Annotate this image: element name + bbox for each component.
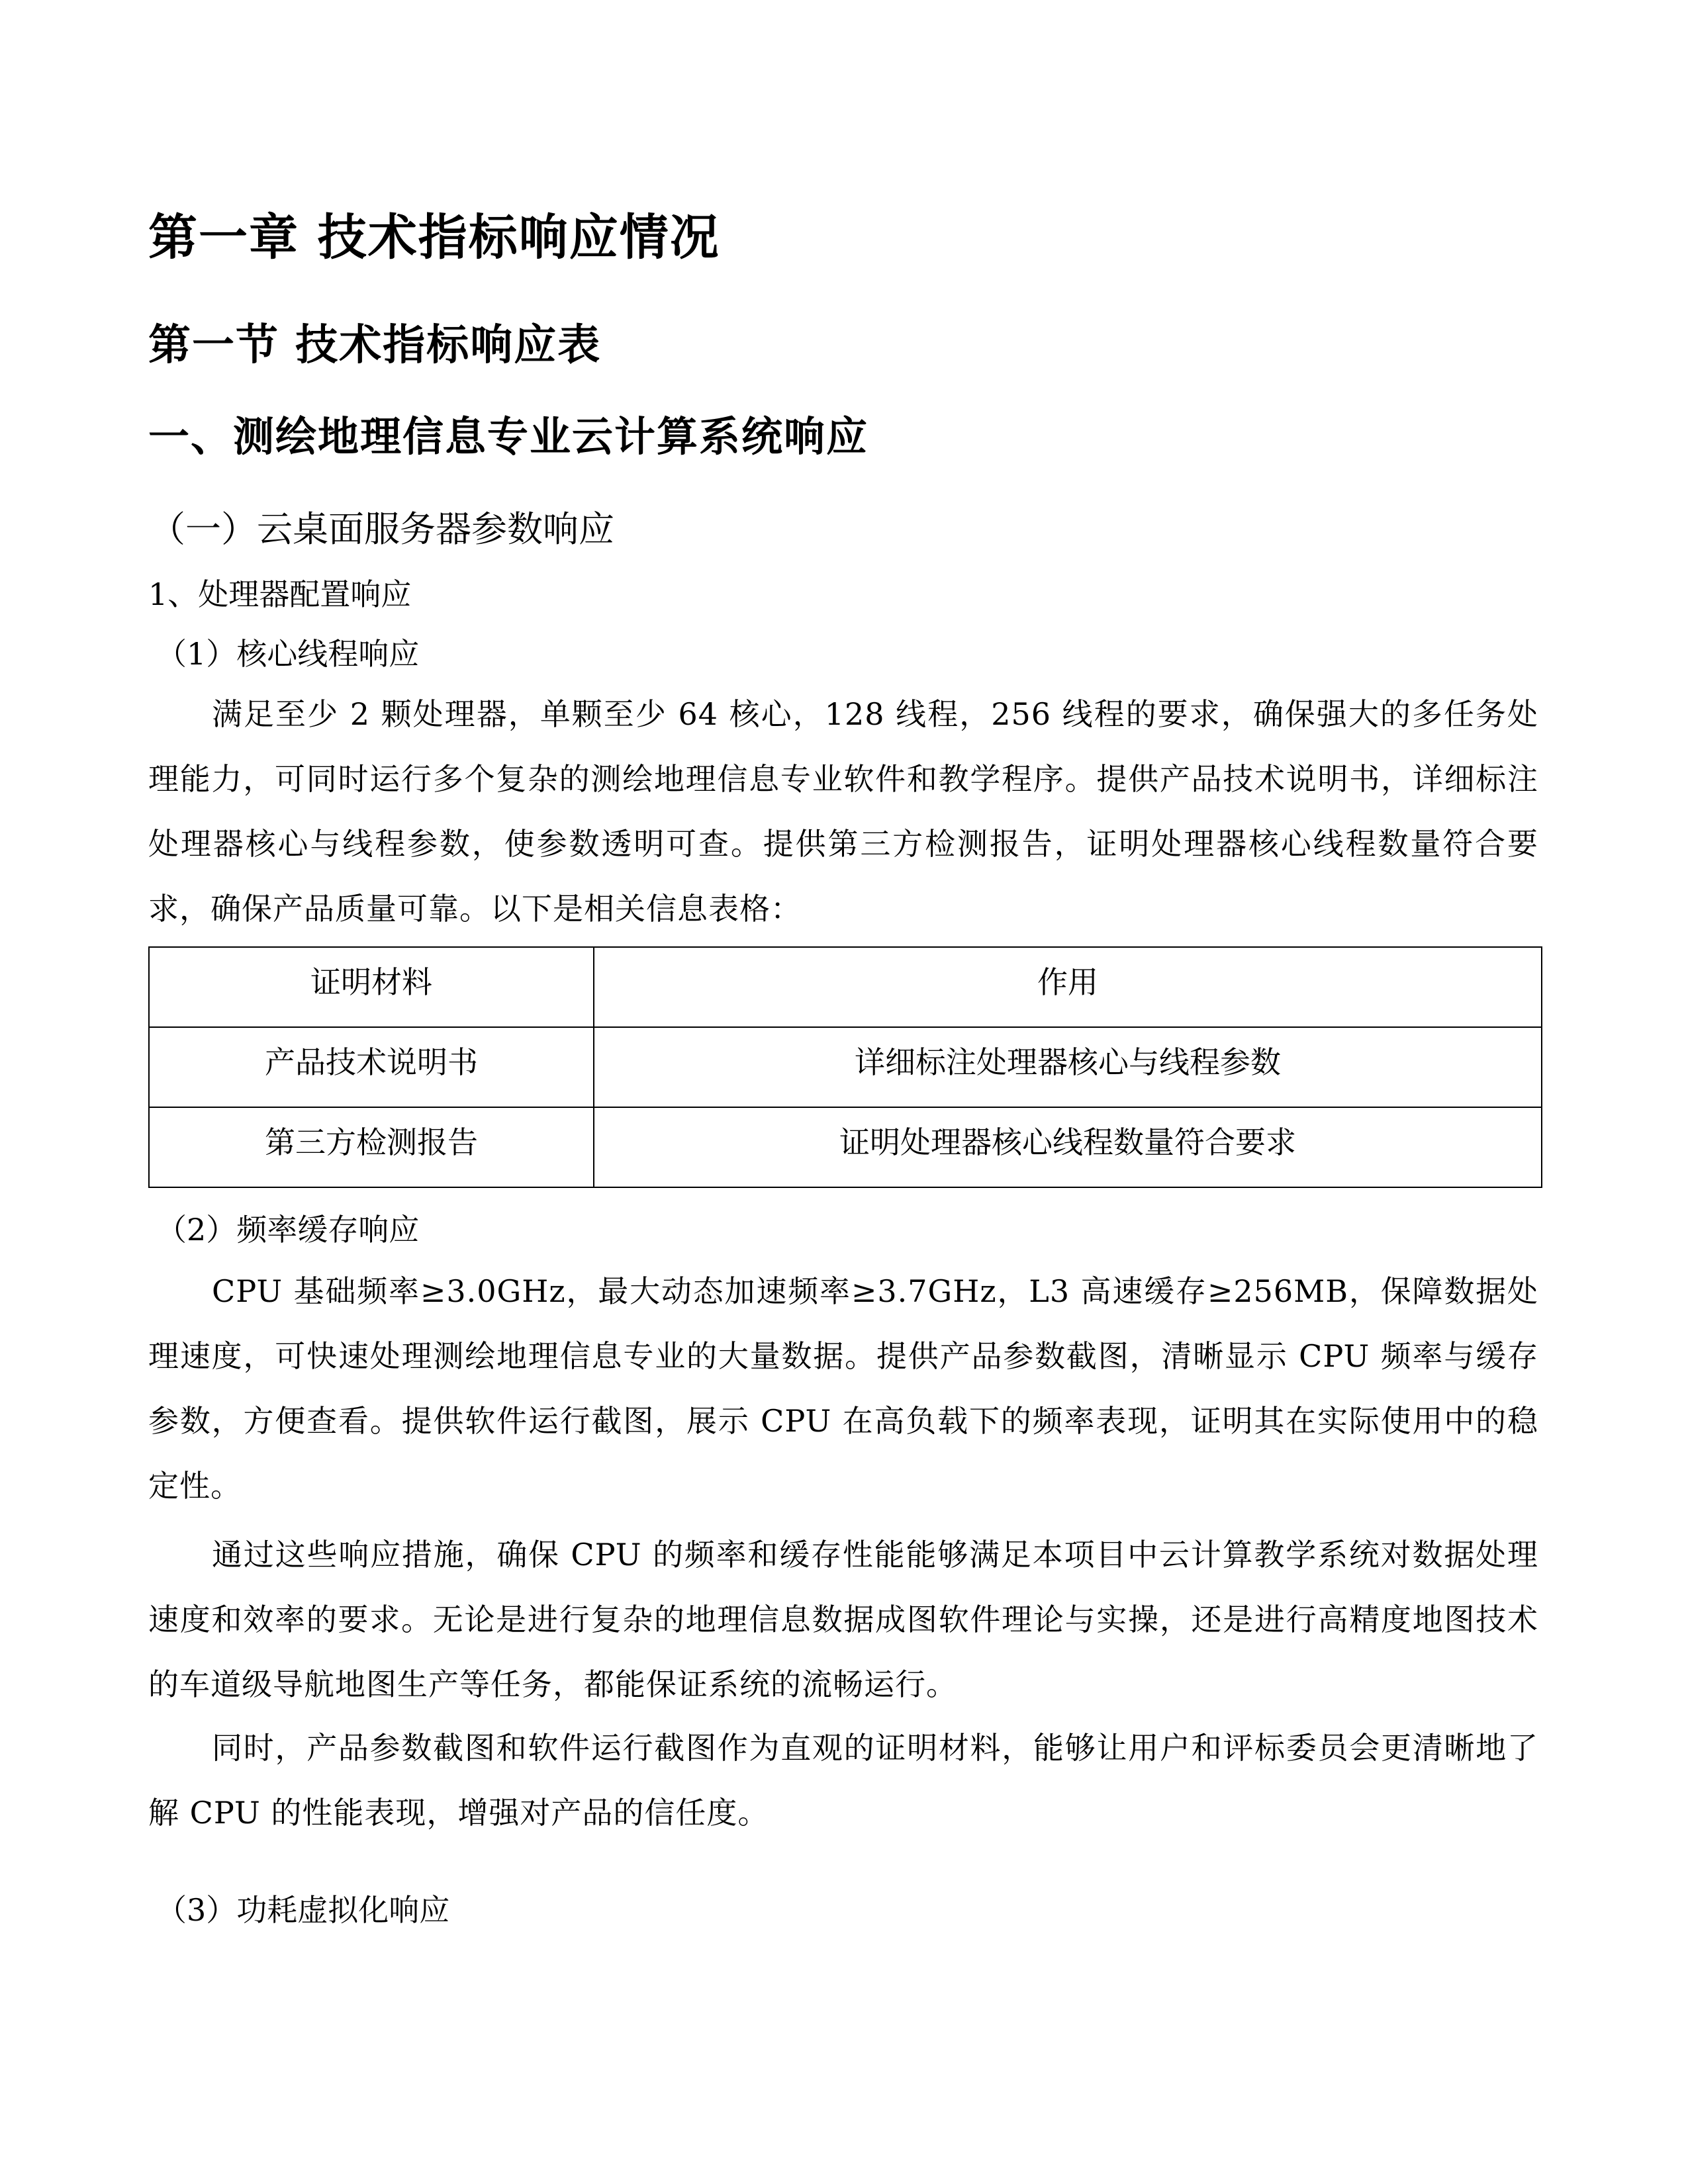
table-cell: 产品技术说明书 xyxy=(149,1027,594,1107)
item-frequency-cache: （2）频率缓存响应 xyxy=(156,1212,420,1248)
table-cell: 详细标注处理器核心与线程参数 xyxy=(594,1027,1542,1107)
table-cell: 证明处理器核心线程数量符合要求 xyxy=(594,1107,1542,1187)
table-row xyxy=(149,1107,1542,1187)
table-header-cell: 作用 xyxy=(594,947,1542,1027)
table-cell: 第三方检测报告 xyxy=(149,1107,594,1187)
section-title: 第一节 技术指标响应表 xyxy=(148,320,602,370)
paragraph-frequency-cache: CPU 基础频率≥3.0GHz，最大动态加速频率≥3.7GHz，L3 高速缓存≥256MB，保障数据处理速度，可快速处理测绘地理信息专业的大量数据。提供产品参数截图，清晰显示 CPU 频率与缓存参数，方便查看。提供软件运行截图，展示 CPU 在高负载下的频率表现，证明其在实际使用中的稳定性。 xyxy=(148,1273,1538,1504)
chapter-title: 第一章 技术指标响应情况 xyxy=(148,209,720,266)
table-header-cell: 证明材料 xyxy=(149,947,594,1027)
table-header-row xyxy=(149,947,1542,1027)
paragraph-core-threads: 满足至少 2 颗处理器，单颗至少 64 核心，128 线程，256 线程的要求，确保强大的多任务处理能力，可同时运行多个复杂的测绘地理信息专业软件和教学程序。提供产品技术说明书，详细标注处理器核心与线程参数，使参数透明可查。提供第三方检测报告，证明处理器核心线程数量符合要求，确保产品质量可靠。以下是相关信息表格： xyxy=(148,696,1538,927)
subsection-server-params: （一）云桌面服务器参数响应 xyxy=(150,508,614,550)
part-title: 一、测绘地理信息专业云计算系统响应 xyxy=(148,412,869,461)
item-core-threads: （1）核心线程响应 xyxy=(156,636,420,672)
subsection-processor-config: 1、处理器配置响应 xyxy=(148,576,412,612)
paragraph-response-measures: 通过这些响应措施，确保 CPU 的频率和缓存性能能够满足本项目中云计算教学系统对数据处理速度和效率的要求。无论是进行复杂的地理信息数据成图软件理论与实操，还是进行高精度地图技术的车道级导航地图生产等任务，都能保证系统的流畅运行。 xyxy=(148,1537,1538,1702)
evidence-table xyxy=(148,946,1542,1188)
table-row xyxy=(149,1027,1542,1107)
paragraph-evidence-materials: 同时，产品参数截图和软件运行截图作为直观的证明材料，能够让用户和评标委员会更清晰地了解 CPU 的性能表现，增强对产品的信任度。 xyxy=(148,1730,1538,1831)
item-power-virtualization: （3）功耗虚拟化响应 xyxy=(156,1892,450,1928)
